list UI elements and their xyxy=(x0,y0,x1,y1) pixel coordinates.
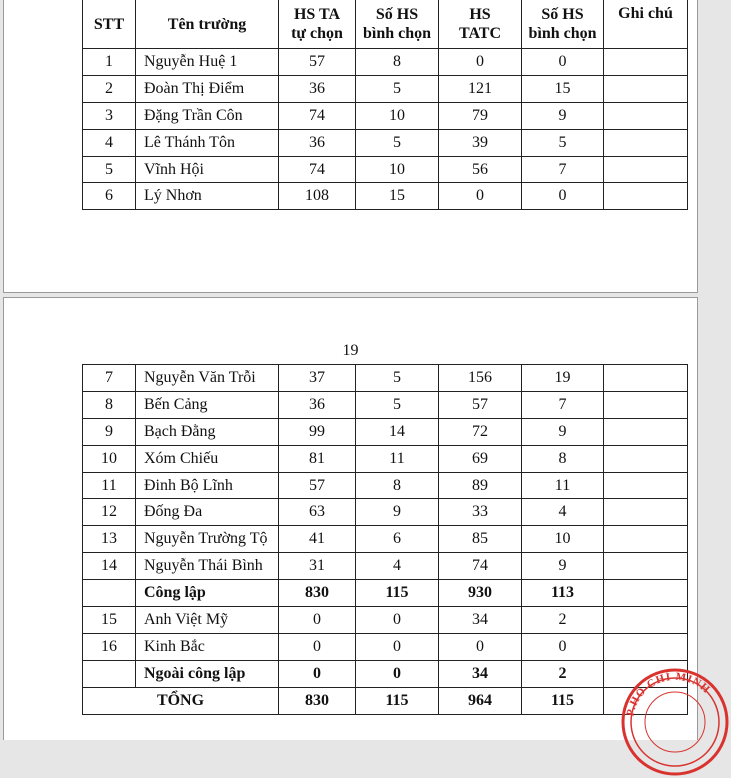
cell-so-hs-1: 6 xyxy=(356,526,439,553)
cell-so-hs-1: 10 xyxy=(356,156,439,183)
table-row xyxy=(83,129,688,156)
table-row xyxy=(83,607,688,634)
cell-school-name: Xóm Chiếu xyxy=(136,445,279,472)
cell-hs-tatc: 74 xyxy=(439,553,522,580)
school-table-part-1 xyxy=(82,0,688,210)
cell-so-hs-1: 5 xyxy=(356,391,439,418)
cell-stt: 8 xyxy=(83,391,136,418)
cell-hs-ta: 74 xyxy=(279,156,356,183)
subtotal-row xyxy=(83,580,688,607)
table-row xyxy=(83,633,688,660)
cell-stt: 1 xyxy=(83,49,136,76)
cell-so-hs-2: 7 xyxy=(522,391,604,418)
cell-stt: 12 xyxy=(83,499,136,526)
cell-school-name: Lê Thánh Tôn xyxy=(136,129,279,156)
cell-so-hs-2: 2 xyxy=(522,660,604,687)
cell-hs-ta: 0 xyxy=(279,607,356,634)
cell-school-name: Nguyễn Văn Trỗi xyxy=(136,365,279,392)
cell-so-hs-1: 9 xyxy=(356,499,439,526)
cell-stt xyxy=(83,660,136,687)
header-ghi-chu: Ghi chú xyxy=(604,0,688,49)
cell-stt: 7 xyxy=(83,365,136,392)
cell-school-name: Nguyễn Huệ 1 xyxy=(136,49,279,76)
table-row xyxy=(83,472,688,499)
cell-hs-tatc: 33 xyxy=(439,499,522,526)
cell-hs-tatc: 72 xyxy=(439,418,522,445)
table-row xyxy=(83,156,688,183)
cell-hs-tatc: 930 xyxy=(439,580,522,607)
cell-so-hs-1: 14 xyxy=(356,418,439,445)
cell-so-hs-1: 8 xyxy=(356,472,439,499)
total-hs-ta: 830 xyxy=(279,687,356,714)
cell-hs-tatc: 34 xyxy=(439,607,522,634)
cell-note xyxy=(604,633,688,660)
cell-so-hs-2: 4 xyxy=(522,499,604,526)
cell-so-hs-2: 11 xyxy=(522,472,604,499)
cell-so-hs-1: 0 xyxy=(356,607,439,634)
cell-note xyxy=(604,499,688,526)
cell-note xyxy=(604,49,688,76)
cell-so-hs-2: 0 xyxy=(522,633,604,660)
table-row xyxy=(83,553,688,580)
cell-so-hs-2: 2 xyxy=(522,607,604,634)
cell-so-hs-2: 5 xyxy=(522,129,604,156)
cell-so-hs-1: 0 xyxy=(356,633,439,660)
table-row xyxy=(83,499,688,526)
cell-note xyxy=(604,365,688,392)
cell-so-hs-2: 9 xyxy=(522,102,604,129)
cell-hs-tatc: 89 xyxy=(439,472,522,499)
cell-hs-tatc: 79 xyxy=(439,102,522,129)
cell-school-name: Bạch Đằng xyxy=(136,418,279,445)
cell-school-name: Vĩnh Hội xyxy=(136,156,279,183)
cell-stt: 6 xyxy=(83,183,136,210)
cell-so-hs-2: 15 xyxy=(522,75,604,102)
cell-stt: 2 xyxy=(83,75,136,102)
table-header-row xyxy=(83,0,688,49)
cell-stt: 9 xyxy=(83,418,136,445)
cell-hs-tatc: 39 xyxy=(439,129,522,156)
total-so-hs-2: 115 xyxy=(522,687,604,714)
cell-stt: 4 xyxy=(83,129,136,156)
cell-hs-ta: 99 xyxy=(279,418,356,445)
cell-school-name: Đinh Bộ Lĩnh xyxy=(136,472,279,499)
cell-hs-ta: 36 xyxy=(279,129,356,156)
cell-note xyxy=(604,156,688,183)
document-page-2 xyxy=(3,297,713,740)
cell-hs-ta: 0 xyxy=(279,633,356,660)
cell-note xyxy=(604,607,688,634)
cell-stt: 14 xyxy=(83,553,136,580)
page-number: 19 xyxy=(342,342,359,359)
cell-note xyxy=(604,472,688,499)
cell-so-hs-1: 5 xyxy=(356,365,439,392)
cell-school-name: Lý Nhơn xyxy=(136,183,279,210)
table-row xyxy=(83,183,688,210)
cell-note xyxy=(604,129,688,156)
cell-school-name: Đống Đa xyxy=(136,499,279,526)
cell-school-name: Nguyễn Trường Tộ xyxy=(136,526,279,553)
cell-hs-ta: 37 xyxy=(279,365,356,392)
cell-hs-tatc: 56 xyxy=(439,156,522,183)
cell-so-hs-2: 9 xyxy=(522,553,604,580)
cell-hs-ta: 57 xyxy=(279,49,356,76)
cell-so-hs-2: 19 xyxy=(522,365,604,392)
header-hs-tatc: HS TATC xyxy=(439,0,522,49)
table-row xyxy=(83,526,688,553)
cell-stt: 10 xyxy=(83,445,136,472)
cell-hs-tatc: 0 xyxy=(439,49,522,76)
cell-hs-ta: 0 xyxy=(279,660,356,687)
cell-school-name: Công lập xyxy=(136,580,279,607)
cell-stt xyxy=(83,580,136,607)
cell-school-name: Ngoài công lập xyxy=(136,660,279,687)
cell-school-name: Bến Cảng xyxy=(136,391,279,418)
table-row xyxy=(83,418,688,445)
cell-school-name: Đoàn Thị Điểm xyxy=(136,75,279,102)
cell-hs-ta: 108 xyxy=(279,183,356,210)
cell-school-name: Anh Việt Mỹ xyxy=(136,607,279,634)
cell-so-hs-2: 0 xyxy=(522,183,604,210)
cell-hs-ta: 31 xyxy=(279,553,356,580)
cell-so-hs-2: 10 xyxy=(522,526,604,553)
cell-note xyxy=(604,526,688,553)
cell-stt: 13 xyxy=(83,526,136,553)
cell-note xyxy=(604,580,688,607)
cell-so-hs-2: 7 xyxy=(522,156,604,183)
cell-stt: 5 xyxy=(83,156,136,183)
cell-hs-ta: 41 xyxy=(279,526,356,553)
cell-hs-tatc: 0 xyxy=(439,183,522,210)
cell-so-hs-1: 15 xyxy=(356,183,439,210)
cell-note xyxy=(604,75,688,102)
table-row xyxy=(83,102,688,129)
cell-note xyxy=(604,418,688,445)
cell-so-hs-1: 115 xyxy=(356,580,439,607)
red-stamp-seal-icon xyxy=(619,666,731,778)
table-row xyxy=(83,75,688,102)
cell-hs-ta: 81 xyxy=(279,445,356,472)
cell-so-hs-1: 5 xyxy=(356,75,439,102)
header-so-hs-binh-chon-1: Số HS bình chọn xyxy=(356,0,439,49)
total-hs-tatc: 964 xyxy=(439,687,522,714)
cell-hs-tatc: 57 xyxy=(439,391,522,418)
cell-hs-ta: 36 xyxy=(279,391,356,418)
table-row xyxy=(83,391,688,418)
document-page-1 xyxy=(3,0,698,293)
total-label: TỔNG xyxy=(83,687,279,714)
cell-stt: 11 xyxy=(83,472,136,499)
header-school-name: Tên trường xyxy=(136,0,279,49)
school-table-part-2 xyxy=(82,364,688,715)
cell-note xyxy=(604,391,688,418)
cell-hs-ta: 36 xyxy=(279,75,356,102)
cell-hs-tatc: 34 xyxy=(439,660,522,687)
table-row xyxy=(83,445,688,472)
cell-hs-ta: 74 xyxy=(279,102,356,129)
cell-hs-tatc: 69 xyxy=(439,445,522,472)
cell-school-name: Nguyễn Thái Bình xyxy=(136,553,279,580)
cell-note xyxy=(604,445,688,472)
svg-text:P.HỒ CHÍ MINH: P.HỒ CHÍ MINH xyxy=(624,670,713,718)
cell-so-hs-2: 8 xyxy=(522,445,604,472)
cell-school-name: Kinh Bắc xyxy=(136,633,279,660)
cell-hs-ta: 57 xyxy=(279,472,356,499)
cell-stt: 16 xyxy=(83,633,136,660)
cell-so-hs-1: 4 xyxy=(356,553,439,580)
cell-hs-ta: 63 xyxy=(279,499,356,526)
cell-stt: 3 xyxy=(83,102,136,129)
table-row xyxy=(83,365,688,392)
cell-so-hs-2: 9 xyxy=(522,418,604,445)
cell-so-hs-1: 11 xyxy=(356,445,439,472)
cell-hs-ta: 830 xyxy=(279,580,356,607)
subtotal-row xyxy=(83,660,688,687)
table-row xyxy=(83,49,688,76)
cell-so-hs-2: 0 xyxy=(522,49,604,76)
total-so-hs-1: 115 xyxy=(356,687,439,714)
cell-note xyxy=(604,553,688,580)
total-row xyxy=(83,687,688,714)
cell-stt: 15 xyxy=(83,607,136,634)
header-hs-ta-tu-chon: HS TA tự chọn xyxy=(279,0,356,49)
cell-so-hs-1: 0 xyxy=(356,660,439,687)
cell-hs-tatc: 121 xyxy=(439,75,522,102)
cell-hs-tatc: 156 xyxy=(439,365,522,392)
cell-so-hs-1: 8 xyxy=(356,49,439,76)
header-so-hs-binh-chon-2: Số HS bình chọn xyxy=(522,0,604,49)
cell-so-hs-1: 10 xyxy=(356,102,439,129)
cell-hs-tatc: 85 xyxy=(439,526,522,553)
header-stt: STT xyxy=(83,0,136,49)
cell-note xyxy=(604,183,688,210)
cell-school-name: Đặng Trần Côn xyxy=(136,102,279,129)
cell-note xyxy=(604,102,688,129)
cell-so-hs-1: 5 xyxy=(356,129,439,156)
cell-hs-tatc: 0 xyxy=(439,633,522,660)
cell-so-hs-2: 113 xyxy=(522,580,604,607)
